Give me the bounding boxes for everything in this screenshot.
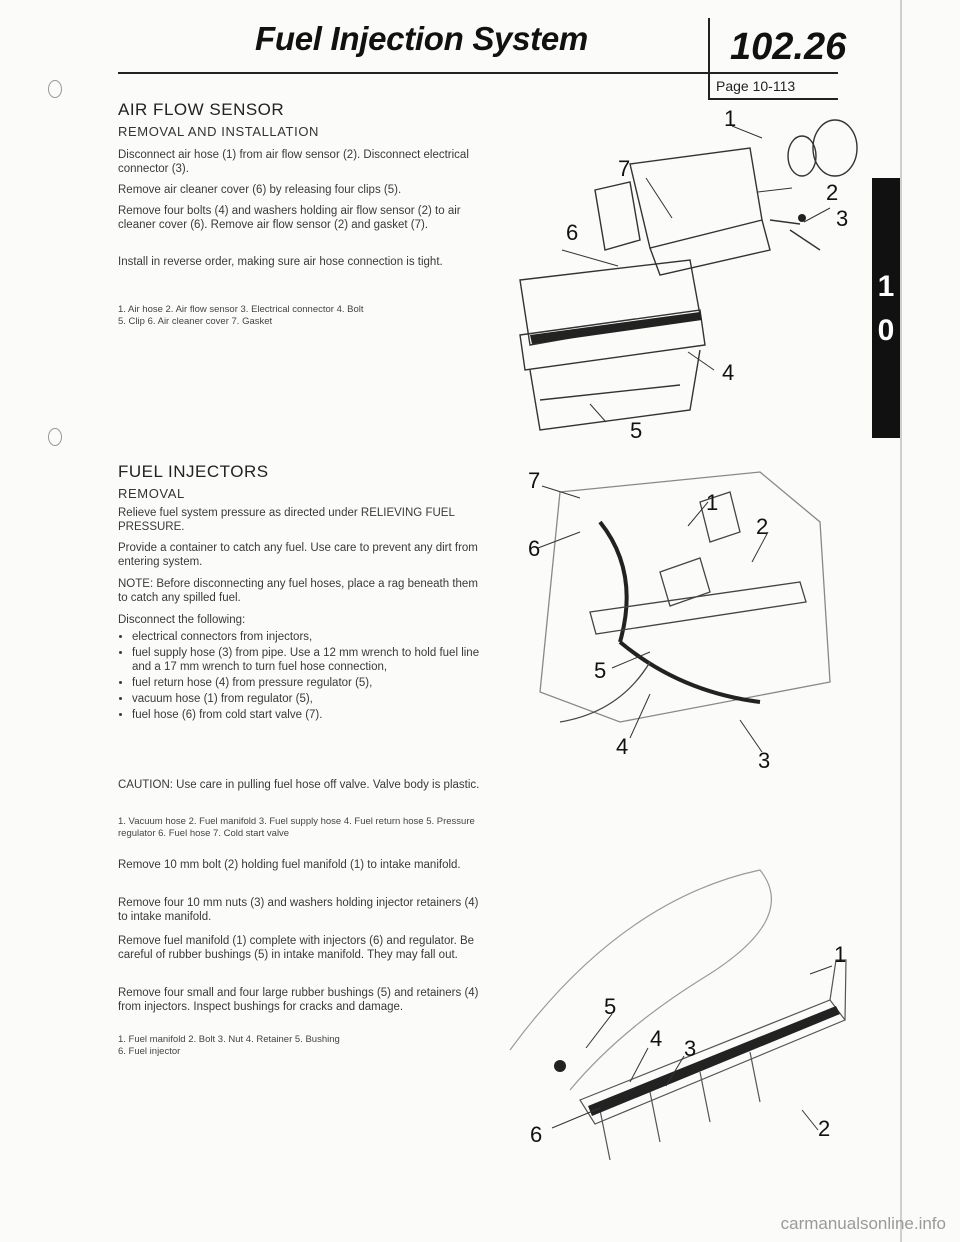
callout: 5 — [630, 418, 643, 443]
fuel-manifold-illustration — [500, 860, 870, 1190]
caution-text: CAUTION: Use care in pulling fuel hose off valve. Valve body is plastic. — [118, 779, 480, 791]
callout: 3 — [758, 748, 771, 773]
section-tab — [872, 178, 900, 438]
callout: 7 — [528, 468, 541, 493]
callout: 1 — [724, 106, 737, 131]
paragraph: Relieve fuel system pressure as directed under RELIEVING FUEL PRESSURE. — [118, 507, 455, 533]
callout: 6 — [530, 1122, 543, 1147]
paragraph: Disconnect the following: — [118, 614, 246, 626]
section-tab-digit: 1 — [877, 270, 895, 303]
page-title: Fuel Injection System — [255, 20, 588, 57]
section-number: 102.26 — [730, 26, 847, 68]
binder-hole — [48, 80, 62, 98]
note-text: NOTE: Before disconnecting any fuel hoses, place a rag beneath them to catch any spilled fuel. — [118, 578, 478, 604]
paragraph: Install in reverse order, making sure air hose connection is tight. — [118, 256, 443, 268]
subheading-removal: REMOVAL — [118, 486, 185, 501]
paragraph: Remove fuel manifold (1) complete with injectors (6) and regulator. Be careful of rubber bushings (5) in intake manifold. They may fall out. — [118, 935, 475, 961]
paragraph: Provide a container to catch any fuel. Use care to prevent any dirt from entering system. — [118, 542, 478, 568]
callout: 5 — [594, 658, 607, 683]
header-rule — [118, 72, 838, 74]
fuel-manifold-drawing — [500, 860, 870, 1190]
air-flow-sensor-drawing — [500, 100, 860, 460]
section-heading-fuel-injectors: FUEL INJECTORS — [118, 462, 269, 481]
callout: 4 — [722, 360, 735, 385]
callout: 1 — [706, 490, 719, 515]
watermark: carmanualsonline.info — [780, 1214, 946, 1233]
air-flow-sensor-illustration — [500, 100, 860, 460]
list-item: • fuel supply hose (3) from pipe. Use a 12 mm wrench to hold fuel line and a 17 mm wrench to turn fuel hose connection, — [132, 646, 488, 674]
figure-caption: 1. Fuel manifold 2. Bolt 3. Nut 4. Retainer 5. Bushing 6. Fuel injector — [118, 1034, 340, 1057]
paragraph: Remove 10 mm bolt (2) holding fuel manifold (1) to intake manifold. — [118, 859, 461, 871]
paragraph: Remove four 10 mm nuts (3) and washers holding injector retainers (4) to intake manifold. — [118, 897, 479, 923]
fuel-injectors-illustration — [500, 462, 860, 772]
callout: 2 — [818, 1116, 831, 1141]
callout: 3 — [836, 206, 849, 231]
paragraph: Disconnect air hose (1) from air flow sensor (2). Disconnect electrical connector (3). — [118, 149, 469, 175]
list-item: • electrical connectors from injectors, — [132, 630, 488, 644]
callout: 6 — [566, 220, 579, 245]
callout: 6 — [528, 536, 541, 561]
paragraph: Remove air cleaner cover (6) by releasing four clips (5). — [118, 184, 402, 196]
figure-caption: 1. Vacuum hose 2. Fuel manifold 3. Fuel supply hose 4. Fuel return hose 5. Pressure regulator 6. Fuel hose 7. Cold start valve — [118, 816, 475, 839]
paragraph: Remove four small and four large rubber bushings (5) and retainers (4) from injectors. Inspect bushings for cracks and damage. — [118, 987, 479, 1013]
fuel-injectors-drawing — [500, 462, 860, 772]
paragraph: Remove four bolts (4) and washers holding air flow sensor (2) to air cleaner cover (6). Remove air flow sensor (2) and gasket (7). — [118, 205, 461, 231]
section-heading-air-flow-sensor: AIR FLOW SENSOR — [118, 100, 285, 119]
figure-caption: 1. Air hose 2. Air flow sensor 3. Electrical connector 4. Bolt 5. Clip 6. Air cleaner cover 7. Gasket — [118, 304, 364, 327]
callout: 2 — [826, 180, 839, 205]
list-item: • vacuum hose (1) from regulator (5), — [132, 692, 488, 706]
callout: 1 — [834, 942, 847, 967]
callout: 7 — [618, 156, 631, 181]
subheading-removal-installation: REMOVAL AND INSTALLATION — [118, 124, 320, 139]
list-item: • fuel return hose (4) from pressure regulator (5), — [132, 676, 488, 690]
callout: 4 — [650, 1026, 663, 1051]
section-tab-digit: 0 — [877, 314, 895, 347]
disconnect-list — [118, 630, 488, 724]
callout: 3 — [684, 1036, 697, 1061]
list-item: • fuel hose (6) from cold start valve (7). — [132, 708, 488, 722]
binder-hole — [48, 428, 62, 446]
callout: 2 — [756, 514, 769, 539]
section-box-divider — [708, 18, 710, 98]
page-number: Page 10-113 — [716, 78, 796, 94]
callout: 4 — [616, 734, 629, 759]
callout: 5 — [604, 994, 617, 1019]
page-edge — [900, 0, 902, 1242]
